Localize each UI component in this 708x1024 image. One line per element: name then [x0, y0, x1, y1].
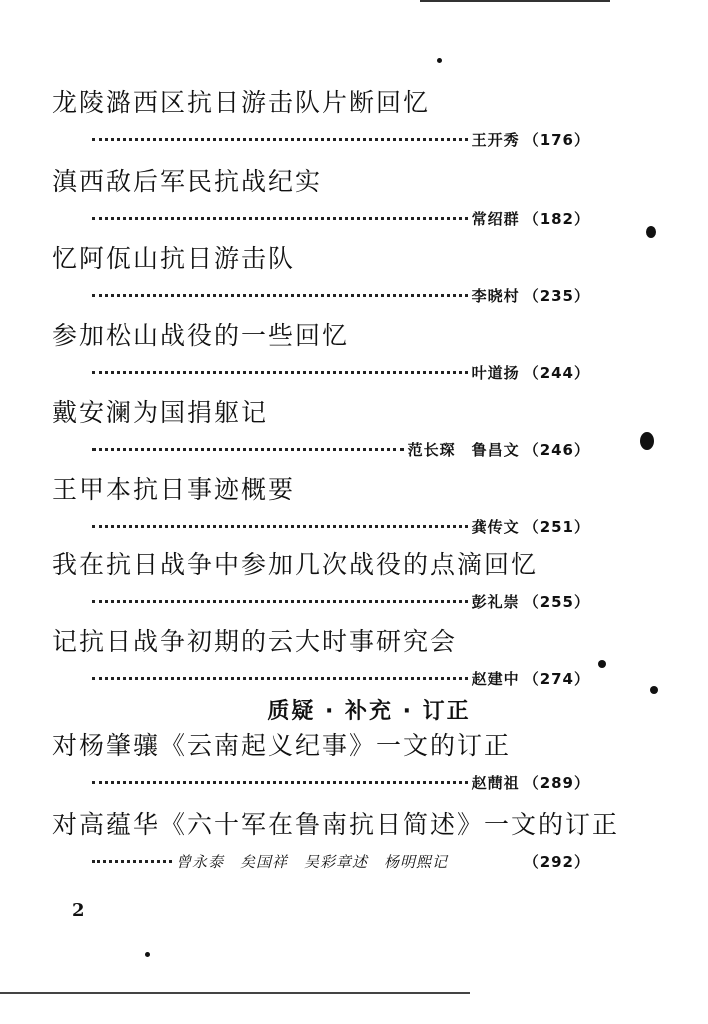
entry-author: 范长琛 鲁昌文	[407, 440, 520, 459]
entry-page-number: （289）	[523, 773, 590, 792]
scan-speck	[437, 58, 442, 63]
scan-speck	[650, 686, 658, 694]
entry-leader	[92, 846, 590, 876]
entry-author: 李晓村	[471, 286, 520, 305]
entry-title: 戴安澜为国捐躯记	[52, 398, 269, 427]
entry-author: 叶道扬	[471, 363, 520, 382]
entry-page-number: （246）	[523, 440, 590, 459]
entry-leader	[92, 124, 590, 154]
entry-page-number: （182）	[523, 209, 590, 228]
scan-speck	[598, 660, 606, 668]
entry-title: 龙陵潞西区抗日游击队片断回忆	[52, 88, 431, 117]
entry-leader	[92, 357, 590, 387]
entry-author: 龚传文	[471, 517, 520, 536]
dot-leader	[92, 677, 468, 680]
entry-page-number: （235）	[523, 286, 590, 305]
bottom-rule	[0, 992, 470, 994]
dot-leader	[92, 138, 468, 141]
section-heading: 质疑 · 补充 · 订正	[267, 699, 471, 724]
entry-author: 常绍群	[471, 209, 520, 228]
entry-page-number: （251）	[523, 517, 590, 536]
entry-author: 曾永泰 矣国祥 吴彩章述 杨明熙记	[176, 852, 449, 871]
entry-page-number: （176）	[523, 130, 590, 149]
entry-page-number: （292）	[523, 852, 590, 871]
dot-leader	[92, 860, 172, 863]
entry-page-number: （255）	[523, 592, 590, 611]
entry-title: 王甲本抗日事迹概要	[52, 475, 296, 504]
entry-author: 赵蔄祖	[471, 773, 520, 792]
entry-leader	[92, 434, 590, 464]
entry-leader	[92, 511, 590, 541]
entry-author: 彭礼崇	[471, 592, 520, 611]
dot-leader	[92, 525, 468, 528]
entry-title: 对杨肇骧《云南起义纪事》一文的订正	[52, 731, 512, 760]
dot-leader	[92, 781, 468, 784]
scan-speck	[640, 432, 654, 450]
entry-leader	[92, 586, 590, 616]
dot-leader	[92, 294, 468, 297]
entry-page-number: （274）	[523, 669, 590, 688]
entry-title: 滇西敌后军民抗战纪实	[52, 167, 323, 196]
entry-leader	[92, 280, 590, 310]
entry-page-number: （244）	[523, 363, 590, 382]
page-number: 2	[72, 900, 85, 921]
entry-title: 我在抗日战争中参加几次战役的点滴回忆	[52, 550, 539, 579]
entry-title: 记抗日战争初期的云大时事研究会	[52, 627, 458, 656]
dot-leader	[92, 600, 468, 603]
entry-leader	[92, 203, 590, 233]
entry-title: 忆阿佤山抗日游击队	[52, 244, 296, 273]
scan-speck	[646, 226, 656, 238]
entry-leader	[92, 663, 590, 693]
dot-leader	[92, 448, 404, 451]
entry-title: 参加松山战役的一些回忆	[52, 321, 350, 350]
entry-author: 王开秀	[471, 130, 520, 149]
dot-leader	[92, 371, 468, 374]
entry-author: 赵建中	[471, 669, 520, 688]
dot-leader	[92, 217, 468, 220]
top-rule	[420, 0, 610, 2]
entry-title: 对高蕴华《六十军在鲁南抗日简述》一文的订正	[52, 810, 620, 839]
entry-leader	[92, 767, 590, 797]
scan-speck	[145, 952, 150, 957]
